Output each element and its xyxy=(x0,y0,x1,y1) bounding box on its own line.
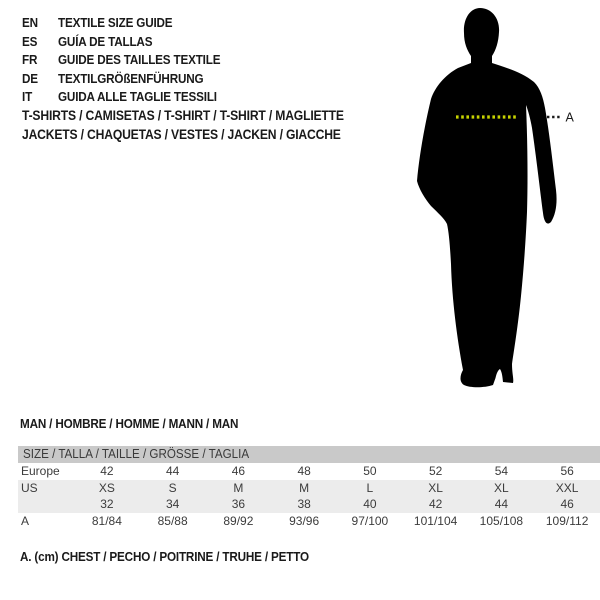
size-table-header xyxy=(18,446,600,463)
table-cell: XS xyxy=(98,480,115,495)
table-cell: 46 xyxy=(560,497,574,511)
table-row-us xyxy=(18,480,600,497)
table-cell: 85/88 xyxy=(157,513,188,528)
table-row-alt-sizes xyxy=(18,496,600,513)
language-label: GUIDE DES TAILLES TEXTILE xyxy=(58,52,221,68)
table-cell: M xyxy=(233,480,244,495)
language-row xyxy=(22,51,220,70)
language-code: IT xyxy=(22,89,33,105)
table-cell: 101/104 xyxy=(413,513,458,528)
table-cell: 42 xyxy=(100,464,114,478)
table-cell: 56 xyxy=(560,464,574,478)
language-row xyxy=(22,33,220,52)
language-list xyxy=(22,14,220,107)
language-label: TEXTILGRÖßENFÜHRUNG xyxy=(58,70,204,86)
table-row-europe xyxy=(18,463,600,480)
table-cell: 54 xyxy=(494,464,509,478)
language-code: DE xyxy=(22,70,38,86)
language-label: GUÍA DE TALLAS xyxy=(58,33,153,49)
table-cell: XXL xyxy=(555,480,579,495)
table-cell: 97/100 xyxy=(351,513,389,528)
table-cell: 38 xyxy=(297,497,311,511)
table-cell: 109/112 xyxy=(545,513,589,528)
row-label: US xyxy=(21,480,38,495)
language-row xyxy=(22,88,220,107)
table-cell: 81/84 xyxy=(91,513,122,528)
man-silhouette-svg xyxy=(400,0,600,400)
language-row xyxy=(22,70,220,89)
language-code: FR xyxy=(22,52,38,68)
table-row-chest-a xyxy=(18,513,600,530)
language-label: GUIDA ALLE TAGLIE TESSILI xyxy=(58,89,217,105)
size-table-header-label: SIZE / TALLA / TAILLE / GRÖSSE / TAGLIA xyxy=(23,447,250,461)
table-cell: XL xyxy=(428,480,443,495)
measurement-footnote: A. (cm) CHEST / PECHO / POITRINE / TRUHE / PETTO xyxy=(20,549,309,564)
measurement-label-a: A xyxy=(565,110,574,125)
language-label: TEXTILE SIZE GUIDE xyxy=(58,15,173,30)
table-cell: 36 xyxy=(231,497,246,511)
table-cell: 48 xyxy=(297,464,311,478)
table-cell: 46 xyxy=(231,464,246,478)
table-cell: 89/92 xyxy=(223,513,254,528)
table-cell: 44 xyxy=(165,464,180,478)
table-cell: 32 xyxy=(100,497,114,511)
category-line-jackets: JACKETS / CHAQUETAS / VESTES / JACKEN / GIACCHE xyxy=(22,127,341,142)
table-cell: 52 xyxy=(428,464,443,478)
row-label: A xyxy=(21,513,30,528)
table-cell: 93/96 xyxy=(289,513,320,528)
language-code: EN xyxy=(22,15,38,30)
table-cell: 34 xyxy=(165,497,180,511)
language-row xyxy=(22,14,220,33)
section-title-man: MAN / HOMBRE / HOMME / MANN / MAN xyxy=(20,416,239,431)
table-cell: M xyxy=(299,480,310,495)
size-table xyxy=(18,446,600,529)
category-line-tshirts: T-SHIRTS / CAMISETAS / T-SHIRT / T-SHIRT / MAGLIETTE xyxy=(22,108,344,123)
row-label: Europe xyxy=(21,464,60,478)
table-cell: 44 xyxy=(494,497,509,511)
man-figure xyxy=(400,0,600,400)
table-cell: XL xyxy=(494,480,509,495)
table-cell: L xyxy=(366,480,374,495)
table-cell: 42 xyxy=(428,497,443,511)
man-silhouette xyxy=(417,8,557,387)
garment-categories xyxy=(22,106,344,144)
language-code: ES xyxy=(22,33,38,49)
table-cell: S xyxy=(168,480,177,495)
table-cell: 50 xyxy=(363,464,377,478)
table-cell: 105/108 xyxy=(479,513,524,528)
row-label xyxy=(18,496,74,513)
table-cell: 40 xyxy=(363,497,377,511)
